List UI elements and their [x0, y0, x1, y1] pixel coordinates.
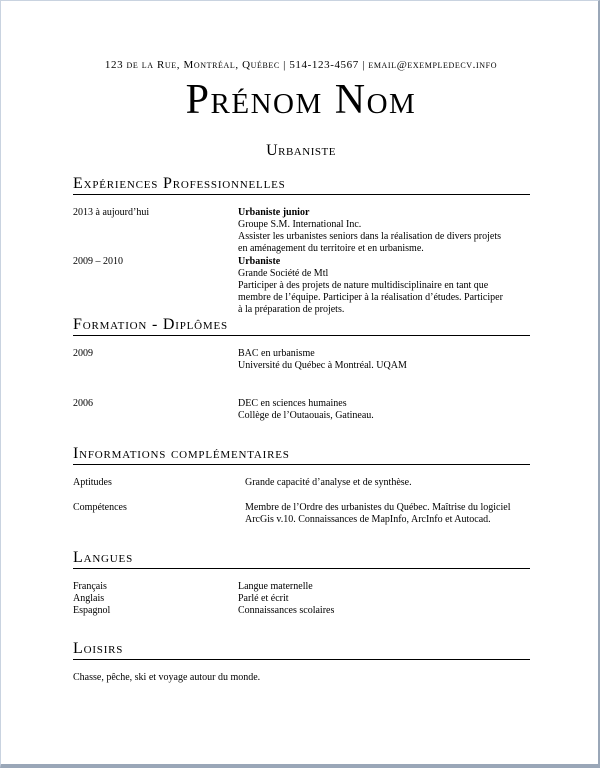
education-date: 2009	[73, 348, 93, 359]
experience-details	[238, 207, 533, 255]
section-title-languages: Langues	[73, 549, 530, 569]
additional-details	[245, 477, 535, 489]
language-level: Connaissances scolaires	[238, 605, 335, 616]
experience-date: 2013 à aujourd’hui	[73, 207, 150, 218]
experience-details	[238, 256, 533, 316]
section-title-experience: Expériences Professionnelles	[73, 175, 530, 195]
job-title: Urbaniste	[266, 142, 336, 159]
education-degree: BAC en urbanisme	[238, 348, 315, 359]
section-title-hobbies: Loisirs	[73, 640, 530, 660]
education-details	[238, 398, 533, 422]
section-title-education: Formation - Diplômes	[73, 316, 530, 336]
language-name: Espagnol	[73, 605, 111, 616]
contact-info: 123 de la Rue, Montréal, Québec | 514-123-4567 | email@exempledecv.info	[104, 59, 498, 71]
additional-label: Compétences	[73, 502, 127, 513]
experience-desc-line: membre de l’équipe. Participer à la réalisation d’études. Participer	[238, 292, 503, 303]
experience-company: Grande Société de Mtl	[238, 268, 329, 279]
language-level: Langue maternelle	[238, 581, 313, 592]
experience-company: Groupe S.M. International Inc.	[238, 219, 362, 230]
experience-desc-line: Assister les urbanistes seniors dans la réalisation de divers projets	[238, 231, 501, 242]
education-degree: DEC en sciences humaines	[238, 398, 347, 409]
experience-role: Urbaniste junior	[238, 207, 310, 218]
additional-line: Grande capacité d’analyse et de synthèse.	[245, 477, 412, 488]
education-details	[238, 348, 533, 372]
education-school: Université du Québec à Montréal. UQAM	[238, 360, 407, 371]
hobbies-text: Chasse, pêche, ski et voyage autour du monde.	[73, 672, 261, 683]
experience-desc-line: à la préparation de projets.	[238, 304, 345, 315]
experience-date: 2009 – 2010	[73, 256, 123, 267]
additional-line: Membre de l’Ordre des urbanistes du Québec. Maîtrise du logiciel	[245, 502, 511, 513]
section-title-additional: Informations complémentaires	[73, 445, 530, 465]
experience-desc-line: en aménagement du territoire et en urbanisme.	[238, 243, 424, 254]
language-level: Parlé et écrit	[238, 593, 289, 604]
language-name: Anglais	[73, 593, 105, 604]
additional-details	[245, 502, 535, 526]
experience-desc-line: Participer à des projets de nature multidisciplinaire en tant que	[238, 280, 489, 291]
experience-role: Urbaniste	[238, 256, 281, 267]
education-school: Collège de l’Outaouais, Gatineau.	[238, 410, 374, 421]
language-name: Français	[73, 581, 107, 592]
education-date: 2006	[73, 398, 93, 409]
additional-label: Aptitudes	[73, 477, 112, 488]
candidate-name: Prénom Nom	[185, 77, 417, 123]
additional-line: ArcGis v.10. Connaissances de MapInfo, ArcInfo et Autocad.	[245, 514, 491, 525]
